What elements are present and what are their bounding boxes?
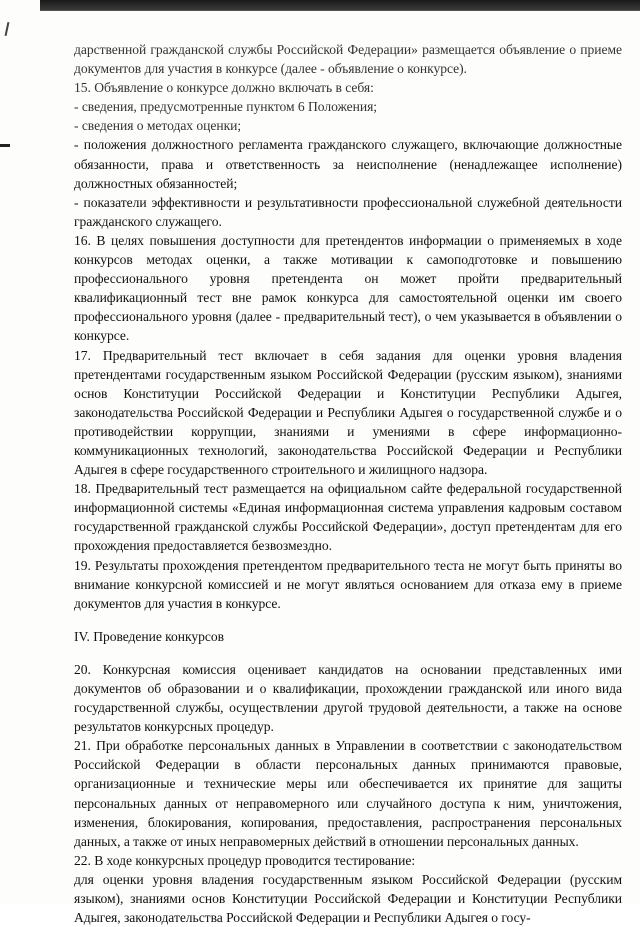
list-item: - сведения о методах оценки;: [74, 118, 242, 134]
scan-margin-mark: [5, 22, 10, 36]
scan-margin-mark: [0, 144, 10, 147]
paragraph-continuation: дарственной гражданской службы Российской Федерации» размещается объявление о приеме документов для участия в конкурсе (далее - объявление о конкурсе).: [74, 42, 622, 77]
paragraph-22-item: для оценки уровня владения государственным языком Российской Федерации (русским языком), знаниями основ Конституции Российской Федерации и Конституции Республики Адыгея, законодательства Российской Федерации и Республики Адыгея о госу-: [74, 871, 622, 926]
list-item: - положения должностного регламента гражданского служащего, включающие должностные обязанности, права и ответственность за неисполнение (ненадлежащее исполнение) должностных обязанностей;: [74, 137, 622, 191]
paragraph-20: 20. Конкурсная комиссия оценивает кандидатов на основании представленных ими документов об образовании и о квалификации, прохождении гражданской или иного вида государственной службы, осуществлении другой трудовой деятельности, а также на основе результатов конкурсных процедур.: [74, 661, 622, 735]
paragraph-17: 17. Предварительный тест включает в себя задания для оценки уровня владения претендентами государственным языком Российской Федерации (русским языком), знаниями основ Конституции Российской Федерации и Конституции Республики Адыгея, законодательства Российской Федерации и Республики Адыгея о государственной службе и о противодействии коррупции, знаниями и умениями в сфере информационно-коммуникационных технологий, законодательства Российской Федерации и Республики Адыгея в сфере государственного строительного и жилищного надзора.: [74, 347, 622, 478]
paragraph-18: 18. Предварительный тест размещается на официальном сайте федеральной государственной информационной системы «Единая информационная система управления кадровым составом государственной гражданской службы Российской Федерации», доступ претендентам для его прохождения предоставляется безвозмездно.: [74, 481, 622, 554]
paragraph-19: 19. Результаты прохождения претендентом предварительного теста не могут быть приняты во внимание конкурсной комиссией и не могут являться основанием для отказа ему в приеме документов для участия в конкурсе.: [74, 557, 622, 611]
paragraph-22: 22. В ходе конкурсных процедур проводится тестирование:: [74, 852, 416, 868]
paragraph-16: 16. В целях повышения доступности для претендентов информации о применяемых в ходе конкурсов методах оценки, а также мотивации к самоподготовке и повышению профессионального уровня претендента он может пройти предварительный квалификационный тест вне рамок конкурса для самостоятельной оценки им своего профессионального уровня (далее - предварительный тест), о чем указывается в объявлении о конкурсе.: [74, 232, 622, 344]
paragraph-15: 15. Объявление о конкурсе должно включать в себя:: [74, 80, 374, 96]
list-item: - сведения, предусмотренные пунктом 6 Положения;: [74, 99, 378, 115]
section-heading: IV. Проведение конкурсов: [74, 628, 224, 644]
paragraph-21: 21. При обработке персональных данных в Управлении в соответствии с законодательством Российской Федерации в области персональных данных принимаются правовые, организационные и технические меры или обеспечивается их принятие для защиты персональных данных от неправомерного или случайного доступа к ним, уничтожения, изменения, блокирования, копирования, предоставления, распространения персональных данных, а также от иных неправомерных действий в отношении персональных данных.: [74, 738, 622, 849]
document-body: [74, 40, 622, 927]
scan-top-edge: [40, 0, 640, 11]
list-item: - показатели эффективности и результативности профессиональной служебной деятельности гражданского служащего.: [74, 194, 622, 229]
